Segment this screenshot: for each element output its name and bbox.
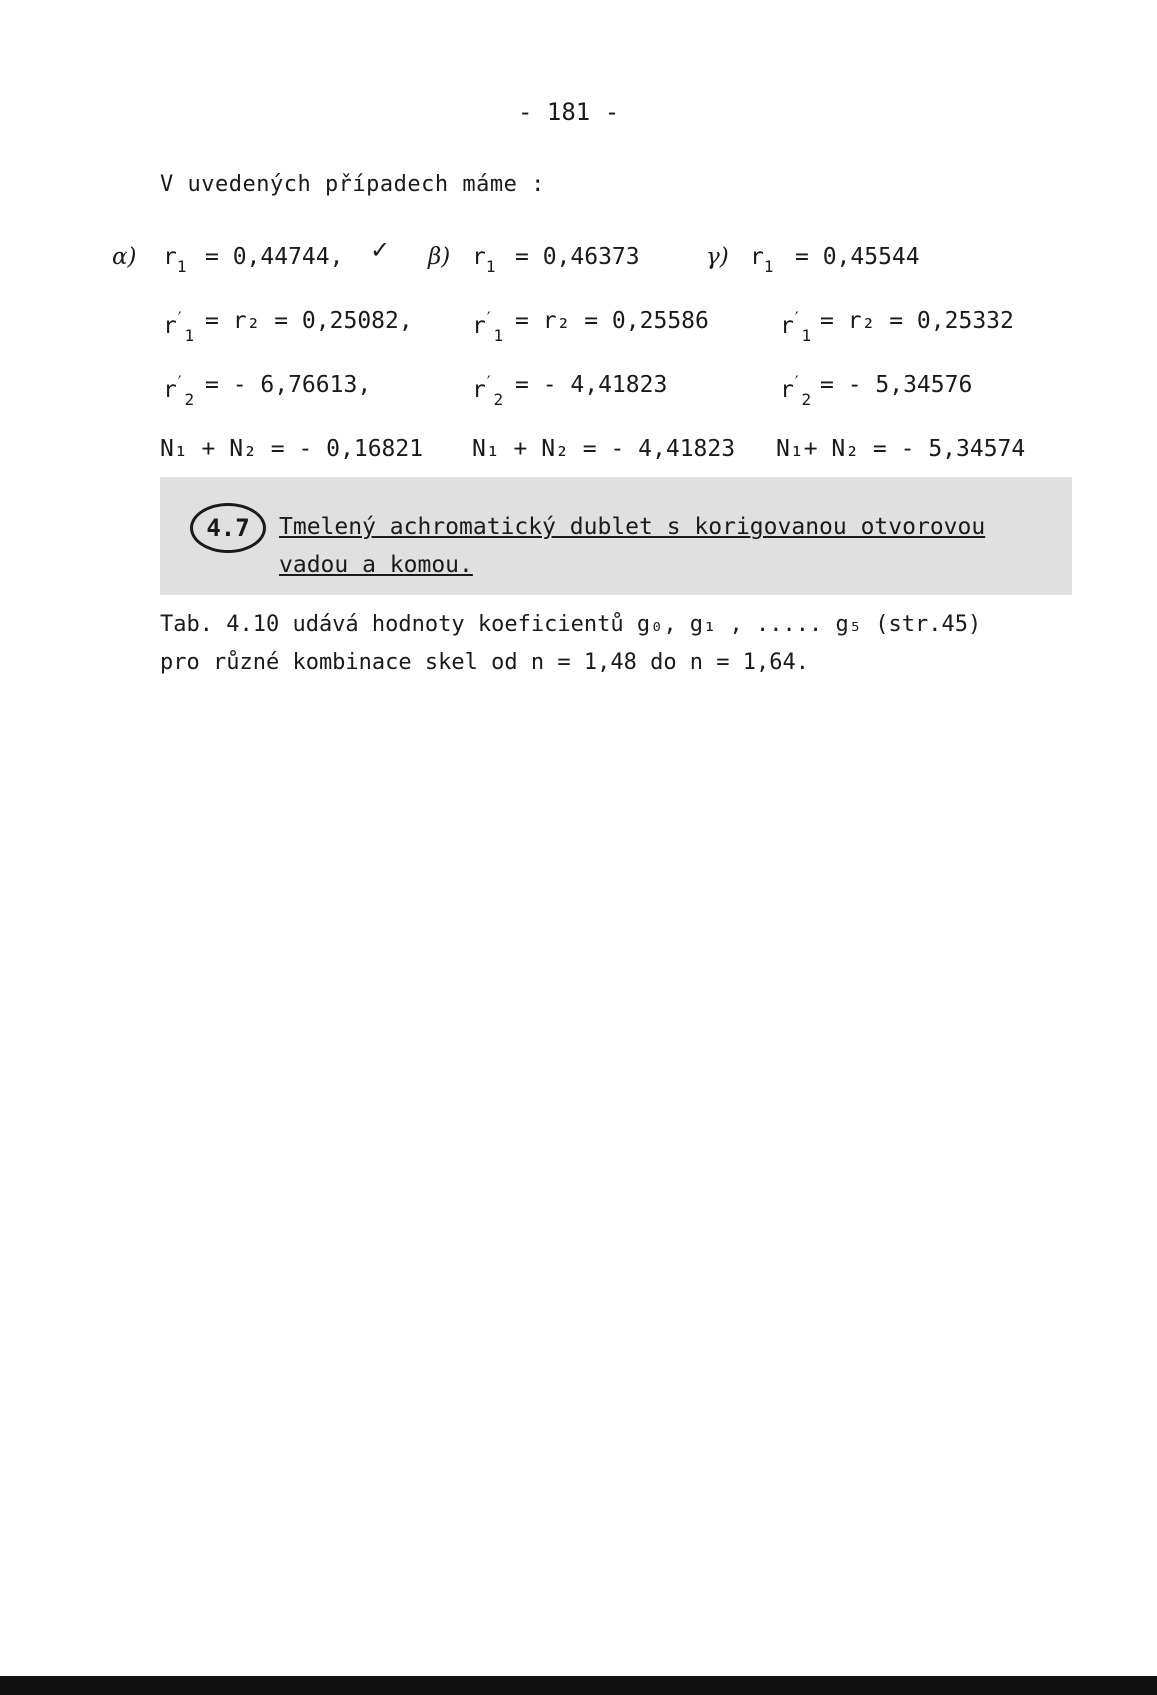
case-label-alpha: α)	[112, 244, 137, 270]
n-sum-beta: N₁ + N₂ = - 4,41823	[472, 436, 736, 462]
body-text-line-2: pro různé kombinace skel od n = 1,48 do n = 1,64.	[160, 650, 810, 675]
section-number: 4.7	[190, 503, 266, 553]
row-r1-prime	[0, 308, 1157, 348]
r2-value-gamma: = r₂ = 0,25332	[820, 308, 1014, 334]
r1p-symbol-beta: $r'_1$	[472, 308, 504, 345]
r1-value-alpha: = 0,44744,	[205, 244, 344, 270]
n-sum-alpha: N₁ + N₂ = - 0,16821	[160, 436, 424, 462]
section-title-line-1: Tmelený achromatický dublet s korigovanou otvorovou	[279, 514, 986, 540]
body-text-line-1: Tab. 4.10 udává hodnoty koeficientů g₀, g₁ , ..... g₅ (str.45)	[160, 612, 982, 637]
case-label-gamma: γ)	[706, 244, 729, 270]
check-mark-icon: ✓	[370, 236, 391, 264]
row-n-sum	[0, 436, 1157, 476]
r2p-value-alpha: = - 6,76613,	[205, 372, 372, 398]
r1p-symbol-gamma: $r'_1$	[780, 308, 812, 345]
r2p-symbol-alpha: $r'_2$	[163, 372, 195, 409]
r2p-symbol-beta: $r'_2$	[472, 372, 504, 409]
r1-symbol-beta: $r_1$	[472, 244, 496, 276]
r1-value-beta: = 0,46373	[515, 244, 640, 270]
r2-value-beta: = r₂ = 0,25586	[515, 308, 709, 334]
r1-value-gamma: = 0,45544	[795, 244, 920, 270]
section-title-line-2: vadou a komou.	[279, 552, 473, 578]
r2p-value-beta: = - 4,41823	[515, 372, 668, 398]
r1-symbol-gamma: $r_1$	[750, 244, 774, 276]
r2p-value-gamma: = - 5,34576	[820, 372, 973, 398]
r2p-symbol-gamma: $r'_2$	[780, 372, 812, 409]
r2-value-alpha: = r₂ = 0,25082,	[205, 308, 413, 334]
row-r1	[0, 236, 1157, 284]
r1-symbol-alpha: $r_1$	[163, 244, 187, 276]
intro-text: V uvedených případech máme :	[160, 172, 545, 197]
scan-edge	[0, 1676, 1157, 1695]
page-number: - 181 -	[518, 98, 620, 126]
row-r2-prime	[0, 372, 1157, 412]
case-label-beta: β)	[428, 244, 451, 270]
r1p-symbol-alpha: $r'_1$	[163, 308, 195, 345]
n-sum-gamma: N₁+ N₂ = - 5,34574	[776, 436, 1026, 462]
